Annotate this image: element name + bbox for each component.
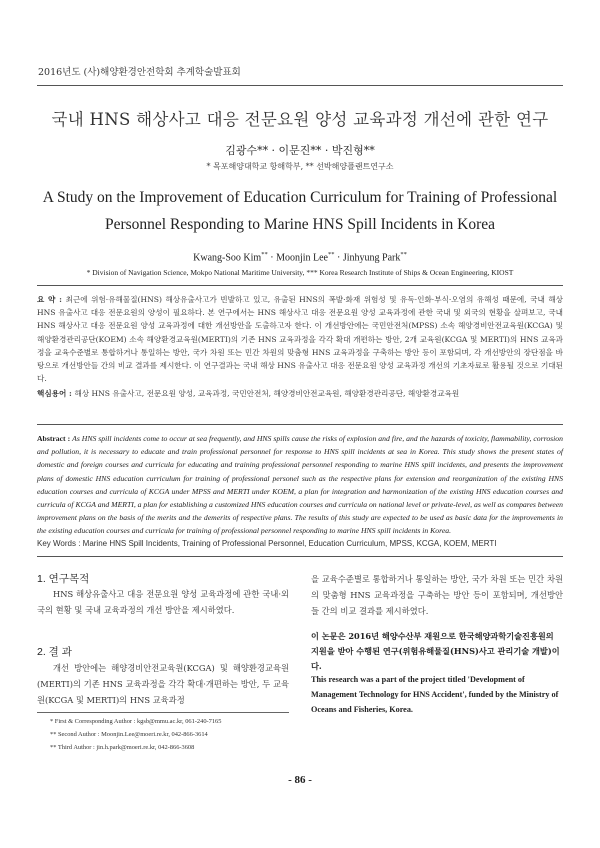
footnote-3: ** Third Author : jin.h.park@moeri.re.kr, 042-866-3608 — [50, 744, 195, 751]
korean-keywords-label: 핵심용어 : — [37, 389, 75, 398]
author-3-name: Jinhyung Park — [342, 252, 401, 264]
author-2-name: Moonjin Lee — [276, 252, 328, 264]
korean-authors: 김광수** · 이문진** · 박진형** — [225, 144, 375, 157]
korean-keywords-text: 해상 HNS 유출사고, 전문요원 양성, 교육과정, 국민안전처, 해양경비안전교육원, 해양환경관리공단, 해양환경교육원 — [74, 389, 460, 398]
section-2-heading: 2. 결 과 — [37, 646, 72, 658]
abstract-bottom-rule — [37, 556, 563, 557]
footnote-2: ** Second Author : Moonjin.Lee@moeri.re.kr, 042-866-3614 — [50, 731, 208, 738]
right-column-text: 을 교육수준별로 통합하거나 통일하는 방안, 국가 차원 또는 민간 차원의 맞춤형 HNS 교육과정을 구축하는 방안 등이 포함되며, 개선방안들 간의 비교 결과를 제시하였다. — [311, 574, 563, 616]
english-keywords — [37, 539, 563, 548]
korean-keywords — [37, 388, 563, 399]
header-rule — [37, 85, 563, 86]
footnote-rule — [37, 712, 289, 713]
korean-title: 국내 HNS 해상사고 대응 전문요원 양성 교육과정 개선에 관한 연구 — [51, 110, 549, 129]
english-authors — [0, 251, 600, 263]
section-1-heading: 1. 연구목적 — [37, 573, 90, 585]
english-keywords-text: Marine HNS Spill Incidents, Training of Professional Personnel, Education Curriculum, MPSS, KCGA, KOEM, MERTI — [82, 539, 497, 548]
korean-affiliation: * 목포해양대학교 항해학부, ** 선박해양플랜트연구소 — [206, 162, 394, 171]
author-3-mark: ** — [400, 251, 407, 258]
page-number: - 86 - — [288, 774, 312, 786]
author-separator: · — [334, 252, 343, 264]
section-2-text: 개선 방안에는 해양경비안전교육원(KCGA) 및 해양환경교육원(MERTI)의 기존 HNS 교육과정을 각각 확대·개편하는 방안, 두 교육원(KCGA 및 MERTI)의 HNS 교육과정 — [37, 663, 289, 705]
english-abstract-text: As HNS spill incidents come to occur at sea frequently, and HNS spills cause the risks of explosion and fire, and the hazards of toxicity, flammability, corrosion and pollution, it is necessary to educate and train professional personnel for response to HNS spill incidents at sea in Korea. This study shows the present states of domestic and foreign courses and curricula for educating and training professional personnel responding to marine HNS spill incidents, and presents the improvement plans of domestic HNS education curriculum for training of professional personel such as the respective plans for extension and reorganization of the existing HNS education courses and curricula of KCGA under MPSS and MERTI under KOEM, a plan for integration and harmonization of the existing HNS education courses and curricula of KCGA and MERTI, a plan for establishing a customized HNS education courses and curricula on national level or private-level, as well as compares between improvement plans on the basis of the merits and the demerits of respective plans. The results of this study are expected to be used as basic data for the improvements in the existing education courses and curricula for training of professional personnel responding to marine HNS spill incidents in Korea. — [37, 434, 563, 536]
english-abstract — [37, 432, 563, 538]
english-title: A Study on the Improvement of Education Curriculum for Training of Professional Personnel Responding to Marine HNS Spill Incidents in Korea — [42, 189, 558, 233]
author-1-name: Kwang-Soo Kim — [193, 252, 262, 264]
korean-abstract — [37, 293, 563, 385]
funding-note-korean: 이 논문은 2016년 해양수산부 재원으로 한국해양과학기술진흥원의 지원을 받아 수행된 연구(위험유해물질(HNS)사고 관리기술 개발)이다. — [311, 631, 560, 671]
footnote-1: * First & Corresponding Author : kgsb@mmu.ac.kr, 061-240-7165 — [50, 718, 222, 725]
conference-header: 2016년도 (사)해양환경안전학회 추계학술발표회 — [38, 67, 241, 78]
english-abstract-label: Abstract : — [37, 434, 73, 443]
english-affiliation: * Division of Navigation Science, Mokpo National Maritime University, *** Korea Research Institute of Ships & Ocean Engineering, KIOST — [86, 268, 514, 277]
english-keywords-label: Key Words : — [37, 539, 83, 548]
funding-note-english: This research was a part of the project titled 'Development of Management Technology for HNS Accident', funded by the Ministry of Oceans and Fisheries, Korea. — [311, 675, 559, 714]
author-2-mark: ** — [328, 251, 335, 258]
korean-abstract-text: 최근에 위험·유해물질(HNS) 해상유출사고가 빈발하고 있고, 유출된 HNS의 폭발·화재 위험성 및 유독·인화·부식·오염의 유해성 때문에, 국내 해상 HNS 유출사고 대응 전문요원의 양성이 필요하다. 본 연구에서는 HNS 해상사고 대응 전문요원 양성 교육과정에 관한 국내 및 외국의 현황을 살펴보고, 국내 HNS 해상사고 대응 전문요원 양성 교육과정에 대한 개선방안을 도출하고자 한다. 이 개선방안에는 국민안전처(MPSS) 소속 해양경비안전교육원(KCGA) 및 해양환경관리공단(KOEM) 소속 해양환경교육원(MERTI)의 기존 HNS 교육과정을 각각 확대 개편하는 방안, 2개 교육원(KCGA 및 MERTI)의 HNS 교육과정을 교육수준별로 통합하거나 통일하는 방안, 국가 차원 또는 민간 차원의 맞춤형 HNS 교육과정을 구축하는 방안 등이 포함되며, 각 개선방안의 장단점을 바탕으로 개선방안들 간의 비교 결과를 제시한다. 이 연구결과는 국내 해상 HNS 유출사고 대응 전문요원 양성 교육과정 개선의 기초자료로 활용될 것으로 기대된다. — [37, 295, 564, 384]
section-1-text: HNS 해상유출사고 대응 전문요원 양성 교육과정에 관한 국내·외국의 현황 및 국내 교육과정의 개선 방안을 제시하였다. — [37, 589, 289, 615]
author-separator: · — [267, 252, 277, 264]
abstract-middle-rule — [37, 424, 563, 425]
abstract-top-rule — [37, 285, 563, 286]
author-1-mark: ** — [261, 251, 268, 258]
korean-abstract-label: 요 약 : — [37, 295, 66, 304]
